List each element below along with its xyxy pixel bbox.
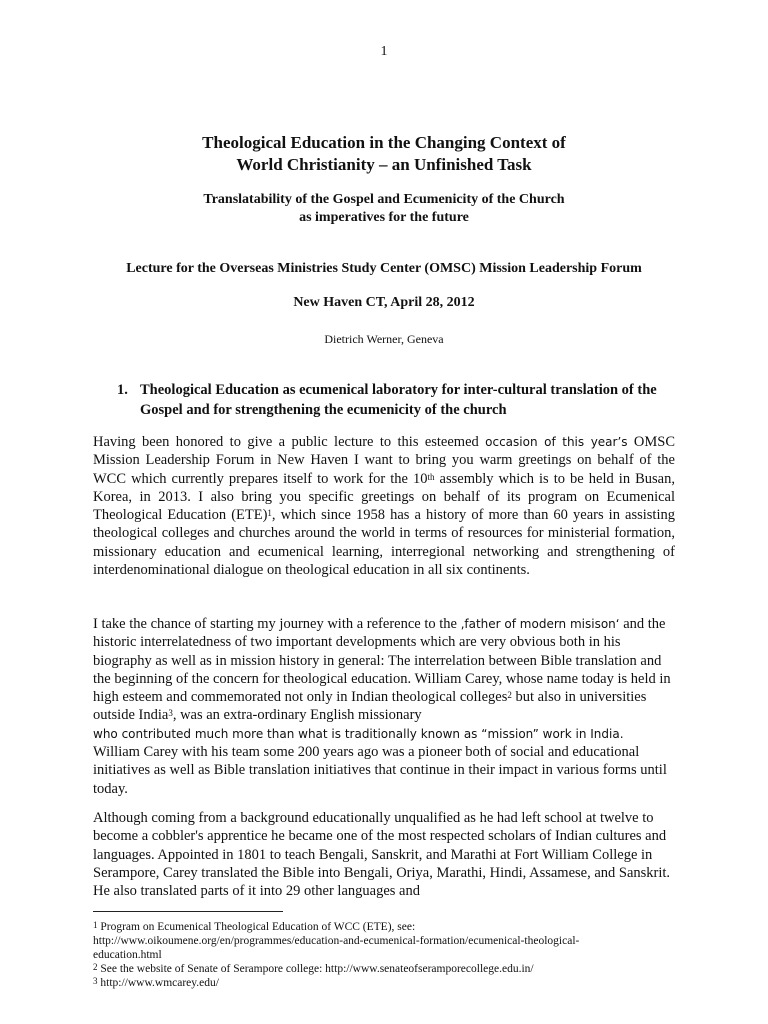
footnote-1-text: Program on Ecumenical Theological Education of WCC (ETE), see: xyxy=(97,921,416,933)
author-line: Dietrich Werner, Geneva xyxy=(324,332,444,346)
footnote-1-mark: 1 xyxy=(93,920,98,930)
footnote-ref-3[interactable]: 3 xyxy=(168,708,173,719)
para1-text-a: Having been honored to give a public lecture to this esteemed xyxy=(93,434,486,450)
para1-text-b: occasion of this year’s xyxy=(485,435,628,449)
footnote-1 xyxy=(93,920,683,934)
lecture-line: Lecture for the Overseas Ministries Study Center (OMSC) Mission Leadership Forum xyxy=(126,261,642,276)
para2-text-g: William Carey with his team some 200 years ago was a pioneer both of social and educational initiatives as well as Bible translation initiatives that continue in their impact in various forms until today. xyxy=(93,744,667,797)
document-title xyxy=(0,132,768,176)
footnotes xyxy=(93,920,683,990)
para2-text-a: I take the chance of starting my journey with a reference to the xyxy=(93,616,461,632)
footnote-ref-2[interactable]: 2 xyxy=(507,690,512,701)
para2-text-b: ‚father of modern misison‘ xyxy=(460,617,620,631)
footnote-2-mark: 2 xyxy=(93,962,98,972)
para1-text-e: , which since 1958 has a history of more than 60 years in assisting theological colleges and churches around the world in terms of resources for ministerial formation, missionary education and ecumenical learning, interregional networking and strengthening of interdenominational dialogue on theological education in all six continents. xyxy=(93,507,675,579)
dateline: New Haven CT, April 28, 2012 xyxy=(293,295,475,310)
section-title: Theological Education as ecumenical laboratory for inter-cultural translation of the Gospel and for strengthening the ecumenicity of the church xyxy=(140,382,657,418)
footnote-3 xyxy=(93,976,683,990)
subtitle-line-1: Translatability of the Gospel and Ecumenicity of the Church xyxy=(203,192,565,207)
footnote-ref-1[interactable]: 1 xyxy=(267,508,272,519)
document-subtitle xyxy=(0,191,768,227)
footnote-divider xyxy=(93,911,283,912)
superscript-th: th xyxy=(427,471,435,482)
footnote-2-text: See the website of Senate of Serampore college: http://www.senateofseramporecollege.edu.in/ xyxy=(97,963,534,975)
para1-text-c: OMSC Mission Leadership Forum in New Haven I want to bring you warm greetings on behalf of the WCC which currently prepares itself to work for the 10 xyxy=(93,434,675,487)
para2-text-d: but also in universities outside India xyxy=(93,689,647,724)
footnote-1-url-line-2[interactable]: education.html xyxy=(93,949,162,961)
footnote-3-mark: 3 xyxy=(93,976,98,986)
paragraph-2 xyxy=(93,615,675,798)
footnote-1-url-line-1[interactable]: http://www.oikoumene.org/en/programmes/education-and-ecumenical-formation/ecumenical-theological- xyxy=(93,935,580,947)
para2-text-c: and the historic interrelatedness of two important developments which are very obvious both in his biography as well as in mission history in general: The interrelation between Bible translation and the beginning of the concern for theological education. William Carey, whose name today is held in high esteem and commemorated not only in Indian theological colleges xyxy=(93,616,671,706)
para2-text-f: who contributed much more than what is traditionally known as “mission” work in India. xyxy=(93,726,624,741)
footnote-2 xyxy=(93,962,683,976)
paragraph-1 xyxy=(93,433,675,579)
section-heading xyxy=(117,380,677,420)
section-number: 1. xyxy=(117,382,128,398)
page-number: 1 xyxy=(380,44,388,59)
title-line-2: World Christianity – an Unfinished Task xyxy=(236,155,532,174)
title-line-1: Theological Education in the Changing Context of xyxy=(202,133,566,152)
para2-text-e: , was an extra-ordinary English missionary xyxy=(172,707,422,724)
paragraph-3: Although coming from a background educationally unqualified as he had left school at twelve to become a cobbler's apprentice he became one of the most respected scholars of Indian cultures and languages. Appointed in 1801 to teach Bengali, Sanskrit, and Marathi at Fort William College in Serampore, Carey translated the Bible into Bengali, Oriya, Marathi, Hindi, Assamese, and Sanskrit. He also translated parts of it into 29 other languages and xyxy=(93,810,671,900)
para1-text-d: assembly which is to be held in Busan, Korea, in 2013. I also bring you specific greetings on behalf of its program on Ecumenical Theological Education (ETE) xyxy=(93,470,675,524)
footnote-3-text: http://www.wmcarey.edu/ xyxy=(97,977,219,989)
subtitle-line-2: as imperatives for the future xyxy=(299,210,469,225)
